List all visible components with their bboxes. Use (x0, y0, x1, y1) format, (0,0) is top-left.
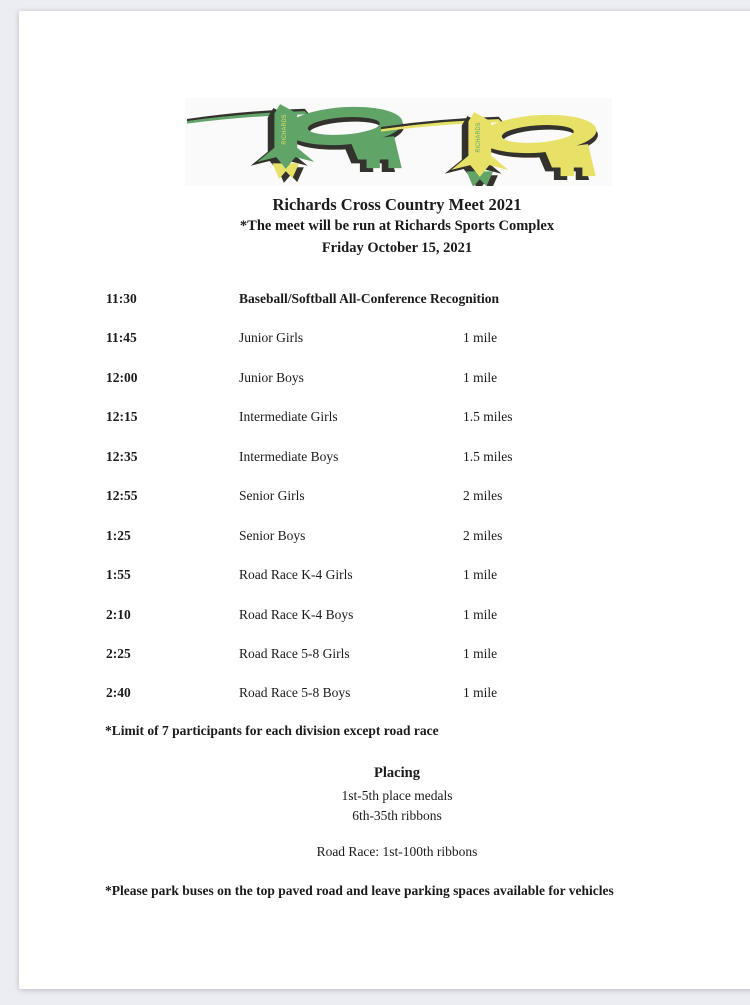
schedule-event: Road Race K-4 Girls (239, 567, 353, 583)
schedule-distance: 2 miles (463, 527, 503, 543)
schedule-event: Road Race 5-8 Boys (239, 685, 351, 701)
schedule-event: Intermediate Boys (239, 448, 339, 464)
schedule-event: Road Race K-4 Boys (239, 606, 354, 622)
schedule-row (106, 684, 746, 723)
placing-heading: Placing (374, 765, 420, 781)
schedule-time: 1:25 (106, 527, 131, 543)
schedule-time: 12:35 (106, 448, 138, 464)
bus-parking-note: *Please park buses on the top paved road and leave parking spaces available for vehicles (105, 883, 614, 898)
schedule-event: Road Race 5-8 Girls (239, 645, 350, 661)
schedule-time: 12:00 (106, 369, 138, 385)
placing-medals: 1st-5th place medals (341, 788, 453, 803)
page-title: Richards Cross Country Meet 2021 (272, 195, 522, 214)
schedule-distance: 1 mile (463, 645, 498, 661)
schedule-event: Senior Girls (239, 488, 305, 504)
schedule-time: 11:45 (106, 330, 137, 346)
schedule-row (106, 487, 746, 526)
schedule-table (106, 290, 746, 724)
schedule-event: Baseball/Softball All-Conference Recognition (239, 291, 499, 306)
schedule-row (106, 329, 746, 368)
schedule-distance: 1 mile (463, 369, 498, 385)
schedule-distance: 1 mile (463, 606, 498, 622)
schedule-row (106, 290, 746, 329)
double-r-logo-graphic (185, 98, 612, 186)
logo-vertical-text: RICHARDS (474, 122, 482, 153)
logo-r-yellow (381, 111, 600, 186)
event-date: Friday October 15, 2021 (321, 240, 473, 256)
schedule-row (106, 527, 746, 566)
logo-r-green (187, 103, 406, 183)
schedule-event: Junior Boys (239, 369, 304, 385)
document-page (19, 11, 750, 989)
schedule-time: 2:40 (106, 685, 131, 701)
schedule-event: Intermediate Girls (239, 409, 338, 425)
schedule-distance: 2 miles (463, 488, 503, 504)
schedule-distance: 1.5 miles (463, 409, 513, 425)
page-subtitle: *The meet will be run at Richards Sports Complex (239, 218, 555, 234)
schedule-row (106, 566, 746, 605)
placing-ribbons: 6th-35th ribbons (352, 808, 442, 823)
schedule-time: 12:15 (106, 409, 138, 425)
schedule-time: 1:55 (106, 567, 131, 583)
schedule-distance: 1 mile (463, 685, 498, 701)
schedule-row (106, 408, 746, 447)
schedule-time: 2:25 (106, 645, 131, 661)
logo-vertical-text: RICHARDS (280, 114, 288, 145)
schedule-row (106, 448, 746, 487)
schedule-row (106, 606, 746, 645)
schedule-distance: 1 mile (463, 330, 498, 346)
schedule-row (106, 645, 746, 684)
schedule-distance: 1.5 miles (463, 448, 513, 464)
participant-limit-note: *Limit of 7 participants for each division except road race (105, 723, 439, 738)
placing-road-race: Road Race: 1st-100th ribbons (316, 844, 478, 859)
schedule-time: 12:55 (106, 488, 138, 504)
schedule-time: 2:10 (106, 606, 131, 622)
schedule-distance: 1 mile (463, 567, 498, 583)
richards-logo (185, 98, 612, 186)
schedule-row (106, 369, 746, 408)
schedule-time: 11:30 (106, 291, 137, 306)
schedule-event: Senior Boys (239, 527, 306, 543)
schedule-event: Junior Girls (239, 330, 304, 346)
